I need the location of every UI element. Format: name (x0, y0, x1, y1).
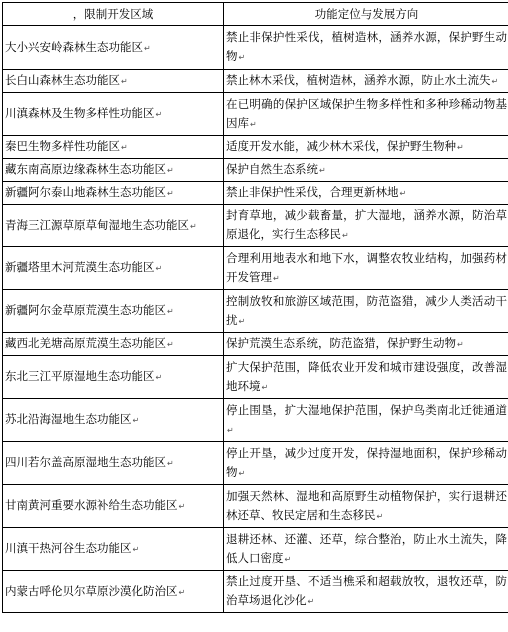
paragraph-mark-icon: ↵ (155, 110, 163, 119)
function-text: 禁止林木采伐，植树造林，涵养水源，防止水土流失 (226, 73, 491, 87)
function-text: 退耕还林、还灌、还草，综合整治，防止水土流失，降低人口密度 (226, 531, 507, 565)
paragraph-mark-icon: ↵ (178, 587, 186, 597)
function-text: 加强天然林、湿地和高原野生动植物保护，实行退耕还林还草、牧民定居和生态移民 (226, 488, 507, 522)
region-name: 秦巴生物多样性功能区 (5, 139, 120, 153)
paragraph-mark-icon: ↵ (261, 382, 269, 392)
paragraph-mark-icon: ↵ (250, 119, 257, 129)
region-cell (3, 26, 224, 70)
paragraph-mark-icon: ↵ (273, 273, 280, 283)
paragraph-mark-icon: ↵ (238, 53, 246, 62)
paragraph-mark-icon: ↵ (491, 77, 499, 86)
paragraph-mark-icon: ↵ (238, 468, 246, 478)
function-cell (224, 93, 508, 136)
region-name: 新疆阿尔泰山地森林生态功能区 (5, 185, 166, 199)
function-cell (224, 205, 508, 247)
function-text: 适度开发水能，减少林木采伐，保护野生物种 (226, 139, 456, 153)
region-cell (3, 571, 224, 613)
paragraph-mark-icon: ↵ (376, 511, 384, 521)
region-cell (3, 159, 224, 182)
table-row (3, 136, 508, 159)
function-cell (224, 528, 508, 571)
paragraph-mark-icon: ↵ (167, 340, 174, 349)
function-cell (224, 485, 508, 528)
region-name: 新疆阿尔金草原荒漠生态功能区 (5, 303, 166, 317)
region-cell (3, 528, 224, 571)
table-row (3, 26, 508, 70)
region-name: 内蒙古呼伦贝尔草原沙漠化防治区 (5, 583, 178, 598)
paragraph-mark-icon: ↵ (121, 77, 128, 86)
paragraph-mark-icon: ↵ (238, 316, 246, 326)
region-cell (3, 399, 224, 442)
header-function-cell (224, 3, 508, 26)
function-cell (224, 571, 508, 613)
function-cell (224, 333, 508, 356)
development-zones-table (2, 2, 508, 613)
function-cell (224, 399, 508, 442)
function-cell (224, 182, 508, 205)
region-cell (3, 205, 224, 247)
paragraph-mark-icon: ↵ (190, 221, 197, 231)
paragraph-mark-icon: ↵ (155, 373, 163, 382)
table-row (3, 399, 508, 442)
function-cell (224, 70, 508, 93)
region-cell (3, 485, 224, 528)
function-text: 停止围垦，扩大湿地保护范围，保护鸟类南北迁徙通道 (226, 402, 507, 417)
paragraph-mark-icon: ↵ (132, 545, 140, 554)
region-name: 东北三江平原湿地生态功能区 (5, 369, 155, 383)
paragraph-mark-icon: ↵ (167, 459, 174, 468)
paragraph-mark-icon: ↵ (319, 166, 326, 175)
table-header-row (3, 3, 508, 26)
paragraph-mark-icon: ↵ (342, 231, 349, 240)
function-cell (224, 356, 508, 399)
table-row (3, 182, 508, 205)
table-row (3, 290, 508, 333)
function-cell (224, 442, 508, 485)
region-cell (3, 333, 224, 356)
function-text: 禁止非保护性采伐，植树造林，涵养水源，保护野生动物 (226, 30, 507, 63)
region-cell (3, 290, 224, 333)
function-cell (224, 290, 508, 333)
region-cell (3, 247, 224, 290)
region-cell (3, 136, 224, 159)
table-row (3, 93, 508, 136)
table-row (3, 247, 508, 290)
region-name: 苏北沿海湿地生态功能区 (5, 412, 132, 426)
paragraph-mark-icon: ↵ (167, 189, 174, 198)
table-row (3, 333, 508, 356)
region-name: 川滇森林及生物多样性功能区 (5, 106, 155, 120)
region-name: 川滇干热河谷生态功能区 (5, 541, 132, 555)
region-name: 甘南黄河重要水源补给生态功能区 (5, 498, 178, 512)
paragraph-mark-icon: ↵ (457, 143, 464, 152)
table-row (3, 485, 508, 528)
region-name: 藏西北羌塘高原荒漠生态功能区 (5, 336, 166, 350)
table-row (3, 571, 508, 613)
region-name: 长白山森林生态功能区 (5, 73, 120, 87)
table-row (3, 356, 508, 399)
function-text: 禁止非保护性采伐，合理更新林地 (226, 185, 399, 199)
function-text: 扩大保护范围，降低农业开发和城市建设强度，改善湿地环境 (226, 359, 507, 393)
region-cell (3, 356, 224, 399)
function-text: 禁止过度开垦、不适当樵采和超载放牧，退牧还草，防治草场退化沙化 (226, 574, 507, 607)
function-text: 保护荒漠生态系统，防范盗猎，保护野生动物 (226, 336, 456, 350)
region-name: 大小兴安岭森林生态功能区 (5, 39, 143, 54)
region-cell (3, 70, 224, 93)
paragraph-mark-icon: ↵ (399, 189, 407, 198)
paragraph-mark-icon: ↵ (167, 307, 174, 316)
function-cell (224, 247, 508, 290)
table-row (3, 528, 508, 571)
function-text: 停止开垦，减少过度开发，保持湿地面积，保护珍稀动物 (226, 445, 507, 479)
paragraph-mark-icon: ↵ (307, 597, 315, 606)
paragraph-mark-icon: ↵ (144, 43, 151, 53)
paragraph-mark-icon: ↵ (132, 416, 140, 425)
paragraph-mark-icon: ↵ (178, 502, 186, 511)
region-name: 藏东南高原边缘森林生态功能区 (5, 162, 166, 176)
table-row (3, 205, 508, 247)
paragraph-mark-icon: ↵ (457, 340, 464, 349)
function-text: 保护自然生态系统 (226, 162, 318, 176)
function-cell (224, 136, 508, 159)
region-cell (3, 182, 224, 205)
table-row (3, 70, 508, 93)
function-text: 在已明确的保护区域保护生物多样性和多种珍稀动物基因库 (226, 96, 507, 130)
paragraph-mark-icon: ↵ (284, 554, 292, 564)
header-region-cell (3, 3, 224, 26)
paragraph-mark-icon: ↵ (227, 425, 234, 435)
table-row (3, 159, 508, 182)
region-name: 青海三江源草原草甸湿地生态功能区 (5, 217, 189, 232)
region-name: 四川若尔盖高原湿地生态功能区 (5, 455, 166, 469)
function-text: 合理利用地表水和地下水，调整农牧业结构，加强药材开发管理 (226, 250, 507, 284)
paragraph-mark-icon: ↵ (121, 143, 128, 152)
function-text: 封育草地，减少载畜量，扩大湿地，涵养水源，防治草原退化，实行生态移民 (226, 208, 507, 241)
paragraph-mark-icon: ↵ (167, 166, 174, 175)
function-cell (224, 159, 508, 182)
region-name: 新疆塔里木河荒漠生态功能区 (5, 260, 155, 274)
function-text: 控制放牧和旅游区域范围，防范盗猎，减少人类活动干扰 (226, 293, 507, 327)
region-cell (3, 442, 224, 485)
paragraph-mark-icon: ↵ (155, 264, 163, 273)
function-cell (224, 26, 508, 70)
header-function-label: 功能定位与发展方向 (314, 6, 419, 21)
table-row (3, 442, 508, 485)
header-region-label: ，限制开发区域 (72, 6, 154, 21)
region-cell (3, 93, 224, 136)
